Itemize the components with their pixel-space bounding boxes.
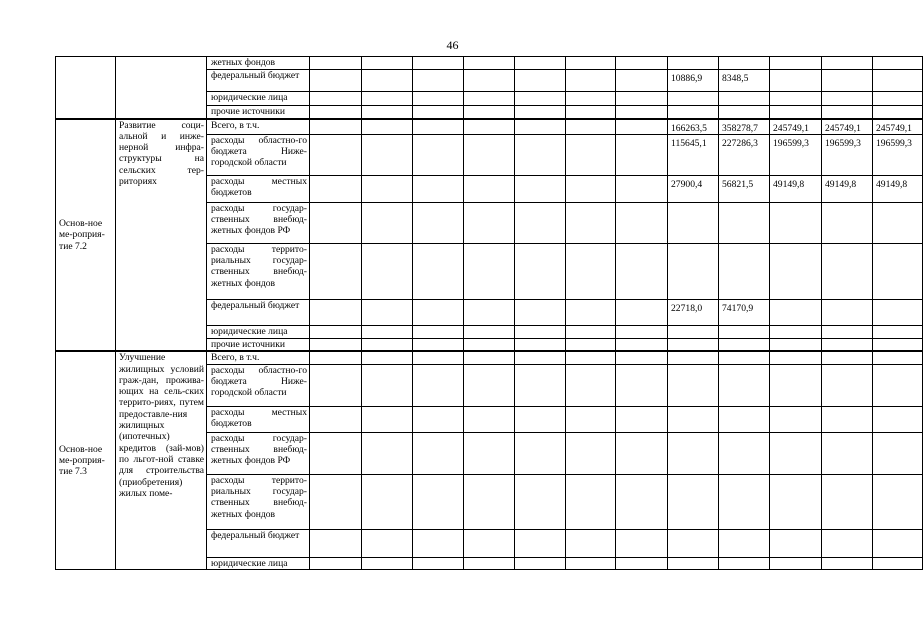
value-cell — [822, 364, 873, 406]
value-cell — [566, 364, 616, 406]
value-cell — [515, 299, 566, 325]
source-label: юридические лица — [207, 92, 310, 106]
value-cell — [566, 474, 616, 529]
value-cell — [616, 351, 668, 364]
activity-7-2-description: Развитие соци-альной и инже-нерной инфра-структуры на сельских тер-риториях — [116, 119, 207, 352]
value-cell — [413, 299, 464, 325]
value-cell — [770, 557, 822, 569]
value-cell — [566, 338, 616, 351]
value-cell — [413, 119, 464, 135]
source-label: жетных фондов — [207, 57, 310, 70]
source-label: расходы местных бюджетов — [207, 175, 310, 202]
value-cell — [770, 70, 822, 92]
value-cell — [464, 119, 515, 135]
value-cell — [515, 529, 566, 557]
value-cell — [770, 106, 822, 119]
value-cell — [873, 406, 923, 432]
value-cell — [310, 134, 362, 175]
value-cell — [362, 106, 413, 119]
value-cell — [616, 202, 668, 243]
value-cell — [362, 351, 413, 364]
source-label: юридические лица — [207, 557, 310, 569]
value-cell: 196599,3 — [873, 134, 923, 175]
value-cell — [515, 106, 566, 119]
value-cell — [616, 557, 668, 569]
value-cell — [616, 474, 668, 529]
value-cell — [515, 351, 566, 364]
value-cell — [362, 432, 413, 474]
value-cell — [668, 406, 719, 432]
value-cell — [310, 406, 362, 432]
source-label: федеральный бюджет — [207, 70, 310, 92]
value-cell — [719, 406, 770, 432]
value-cell — [566, 70, 616, 92]
value-cell — [464, 57, 515, 70]
value-cell — [873, 92, 923, 106]
value-cell — [515, 557, 566, 569]
value-cell — [413, 325, 464, 338]
value-cell — [413, 57, 464, 70]
value-cell — [873, 106, 923, 119]
value-cell — [770, 243, 822, 299]
value-cell: 196599,3 — [770, 134, 822, 175]
value-cell — [770, 299, 822, 325]
value-cell — [464, 406, 515, 432]
value-cell — [464, 557, 515, 569]
activity-7-3-main-label: Основ-ное ме-роприя-тие 7.3 — [56, 351, 116, 569]
value-cell — [515, 338, 566, 351]
value-cell — [515, 243, 566, 299]
value-cell — [668, 351, 719, 364]
value-cell: 196599,3 — [822, 134, 873, 175]
value-cell: 245749,1 — [873, 119, 923, 135]
value-cell — [413, 243, 464, 299]
value-cell — [566, 202, 616, 243]
value-cell — [566, 119, 616, 135]
value-cell — [616, 529, 668, 557]
value-cell — [616, 432, 668, 474]
value-cell — [464, 338, 515, 351]
value-cell — [413, 557, 464, 569]
value-cell — [719, 474, 770, 529]
value-cell — [566, 351, 616, 364]
value-cell — [566, 106, 616, 119]
value-cell — [668, 557, 719, 569]
source-label: расходы государ-ственных внебюд-жетных фондов РФ — [207, 432, 310, 474]
value-cell — [413, 351, 464, 364]
value-cell — [719, 202, 770, 243]
value-cell — [873, 243, 923, 299]
value-cell — [566, 175, 616, 202]
value-cell — [310, 474, 362, 529]
source-label: прочие источники — [207, 106, 310, 119]
value-cell — [413, 364, 464, 406]
value-cell — [668, 338, 719, 351]
value-cell: 166263,5 — [668, 119, 719, 135]
value-cell — [616, 338, 668, 351]
value-cell — [719, 351, 770, 364]
value-cell — [515, 119, 566, 135]
value-cell — [464, 351, 515, 364]
value-cell — [413, 474, 464, 529]
activity-7-2-main-label: Основ-ное ме-роприя-тие 7.2 — [56, 119, 116, 352]
value-cell — [566, 134, 616, 175]
value-cell — [770, 364, 822, 406]
value-cell — [464, 70, 515, 92]
value-cell — [310, 325, 362, 338]
funding-table — [55, 56, 923, 570]
value-cell — [719, 364, 770, 406]
value-cell — [822, 299, 873, 325]
table-row — [56, 351, 923, 364]
value-cell — [413, 406, 464, 432]
value-cell — [413, 92, 464, 106]
value-cell — [873, 529, 923, 557]
value-cell — [822, 202, 873, 243]
value-cell — [873, 351, 923, 364]
value-cell — [566, 406, 616, 432]
value-cell — [616, 57, 668, 70]
value-cell — [362, 474, 413, 529]
value-cell — [464, 92, 515, 106]
value-cell — [515, 92, 566, 106]
value-cell — [566, 557, 616, 569]
value-cell — [413, 175, 464, 202]
value-cell — [873, 474, 923, 529]
value-cell — [362, 299, 413, 325]
value-cell — [873, 557, 923, 569]
value-cell — [515, 325, 566, 338]
value-cell — [668, 243, 719, 299]
value-cell — [362, 202, 413, 243]
value-cell — [362, 70, 413, 92]
value-cell — [668, 92, 719, 106]
value-cell — [719, 557, 770, 569]
value-cell — [310, 175, 362, 202]
value-cell — [310, 92, 362, 106]
prev-activity-description — [116, 57, 207, 119]
value-cell: 227286,3 — [719, 134, 770, 175]
value-cell: 10886,9 — [668, 70, 719, 92]
value-cell — [362, 57, 413, 70]
value-cell — [362, 529, 413, 557]
value-cell — [566, 92, 616, 106]
value-cell — [310, 119, 362, 135]
value-cell: 27900,4 — [668, 175, 719, 202]
value-cell — [310, 243, 362, 299]
value-cell — [310, 432, 362, 474]
value-cell — [873, 432, 923, 474]
value-cell — [310, 70, 362, 92]
value-cell — [566, 432, 616, 474]
value-cell — [515, 406, 566, 432]
value-cell — [719, 106, 770, 119]
source-label: Всего, в т.ч. — [207, 351, 310, 364]
value-cell — [719, 529, 770, 557]
value-cell — [413, 106, 464, 119]
value-cell — [822, 557, 873, 569]
value-cell — [668, 432, 719, 474]
value-cell — [566, 243, 616, 299]
value-cell — [873, 364, 923, 406]
page-number: 46 — [446, 38, 459, 52]
value-cell — [822, 474, 873, 529]
value-cell — [668, 529, 719, 557]
source-label: федеральный бюджет — [207, 299, 310, 325]
value-cell — [719, 325, 770, 338]
value-cell — [616, 70, 668, 92]
value-cell — [515, 432, 566, 474]
activity-7-3-description: Улучшение жилищных условий граж-дан, прожива-ющих на сель-ских террито-риях, путем предоставле-ния жилищных (ипотечных) кредитов (зай-мов) по льгот-ной ставке для строительства (приобретения) жилых поме- — [116, 351, 207, 569]
value-cell — [413, 70, 464, 92]
value-cell — [464, 474, 515, 529]
value-cell — [770, 57, 822, 70]
value-cell — [362, 243, 413, 299]
value-cell — [873, 299, 923, 325]
value-cell — [310, 529, 362, 557]
value-cell — [310, 557, 362, 569]
value-cell — [362, 134, 413, 175]
value-cell — [719, 57, 770, 70]
value-cell — [822, 432, 873, 474]
value-cell: 245749,1 — [770, 119, 822, 135]
value-cell — [362, 557, 413, 569]
value-cell — [464, 364, 515, 406]
value-cell — [616, 119, 668, 135]
value-cell — [566, 325, 616, 338]
value-cell — [770, 529, 822, 557]
value-cell — [616, 175, 668, 202]
value-cell — [616, 325, 668, 338]
value-cell — [362, 364, 413, 406]
value-cell — [770, 325, 822, 338]
value-cell — [515, 70, 566, 92]
value-cell — [822, 243, 873, 299]
value-cell — [822, 529, 873, 557]
value-cell — [873, 202, 923, 243]
value-cell — [770, 432, 822, 474]
value-cell — [822, 92, 873, 106]
value-cell — [413, 134, 464, 175]
value-cell — [515, 474, 566, 529]
value-cell — [515, 57, 566, 70]
value-cell — [668, 474, 719, 529]
value-cell — [464, 243, 515, 299]
value-cell — [719, 338, 770, 351]
value-cell — [464, 175, 515, 202]
value-cell — [873, 70, 923, 92]
value-cell — [515, 364, 566, 406]
source-label: федеральный бюджет — [207, 529, 310, 557]
value-cell — [668, 325, 719, 338]
value-cell — [770, 406, 822, 432]
source-label: расходы государ-ственных внебюд-жетных фондов РФ — [207, 202, 310, 243]
value-cell: 56821,5 — [719, 175, 770, 202]
source-label: расходы областно-го бюджета Ниже-городской области — [207, 134, 310, 175]
value-cell — [616, 364, 668, 406]
value-cell — [464, 325, 515, 338]
value-cell — [770, 474, 822, 529]
value-cell — [668, 364, 719, 406]
value-cell: 115645,1 — [668, 134, 719, 175]
value-cell — [770, 338, 822, 351]
value-cell — [719, 243, 770, 299]
value-cell — [616, 406, 668, 432]
value-cell — [822, 106, 873, 119]
value-cell — [616, 299, 668, 325]
source-label: юридические лица — [207, 325, 310, 338]
value-cell — [770, 351, 822, 364]
value-cell — [616, 92, 668, 106]
value-cell — [464, 299, 515, 325]
value-cell — [668, 202, 719, 243]
value-cell — [310, 57, 362, 70]
value-cell — [413, 432, 464, 474]
value-cell — [566, 529, 616, 557]
prev-activity-main-label — [56, 57, 116, 119]
value-cell — [413, 202, 464, 243]
value-cell — [310, 106, 362, 119]
value-cell — [464, 106, 515, 119]
value-cell: 49149,8 — [770, 175, 822, 202]
value-cell — [310, 364, 362, 406]
value-cell — [362, 92, 413, 106]
value-cell — [464, 202, 515, 243]
source-label: прочие источники — [207, 338, 310, 351]
value-cell — [873, 338, 923, 351]
value-cell — [770, 202, 822, 243]
value-cell: 49149,8 — [873, 175, 923, 202]
table-row — [56, 119, 923, 135]
value-cell — [515, 134, 566, 175]
value-cell — [310, 338, 362, 351]
source-label: расходы террито-риальных государ-ственных внебюд-жетных фондов — [207, 243, 310, 299]
value-cell — [566, 57, 616, 70]
value-cell — [822, 338, 873, 351]
value-cell — [822, 325, 873, 338]
value-cell: 245749,1 — [822, 119, 873, 135]
value-cell — [362, 338, 413, 351]
value-cell — [668, 106, 719, 119]
value-cell — [310, 202, 362, 243]
value-cell — [310, 351, 362, 364]
value-cell — [362, 175, 413, 202]
value-cell — [566, 299, 616, 325]
value-cell — [464, 529, 515, 557]
value-cell — [362, 406, 413, 432]
source-label: расходы местных бюджетов — [207, 406, 310, 432]
value-cell — [822, 351, 873, 364]
source-label: Всего, в т.ч. — [207, 119, 310, 135]
value-cell — [310, 299, 362, 325]
value-cell — [413, 529, 464, 557]
value-cell — [413, 338, 464, 351]
value-cell — [616, 106, 668, 119]
source-label: расходы террито-риальных государ-ственных внебюд-жетных фондов — [207, 474, 310, 529]
value-cell: 49149,8 — [822, 175, 873, 202]
value-cell — [362, 325, 413, 338]
value-cell — [616, 134, 668, 175]
value-cell — [822, 57, 873, 70]
value-cell: 74170,9 — [719, 299, 770, 325]
value-cell: 22718,0 — [668, 299, 719, 325]
value-cell — [873, 325, 923, 338]
value-cell — [822, 406, 873, 432]
value-cell — [873, 57, 923, 70]
value-cell — [822, 70, 873, 92]
value-cell — [464, 134, 515, 175]
value-cell — [668, 57, 719, 70]
value-cell: 8348,5 — [719, 70, 770, 92]
source-label: расходы областно-го бюджета Ниже-городской области — [207, 364, 310, 406]
value-cell — [616, 243, 668, 299]
value-cell — [464, 432, 515, 474]
value-cell — [515, 175, 566, 202]
value-cell: 358278,7 — [719, 119, 770, 135]
value-cell — [770, 92, 822, 106]
value-cell — [362, 119, 413, 135]
value-cell — [719, 92, 770, 106]
table-row — [56, 57, 923, 70]
value-cell — [515, 202, 566, 243]
value-cell — [719, 432, 770, 474]
